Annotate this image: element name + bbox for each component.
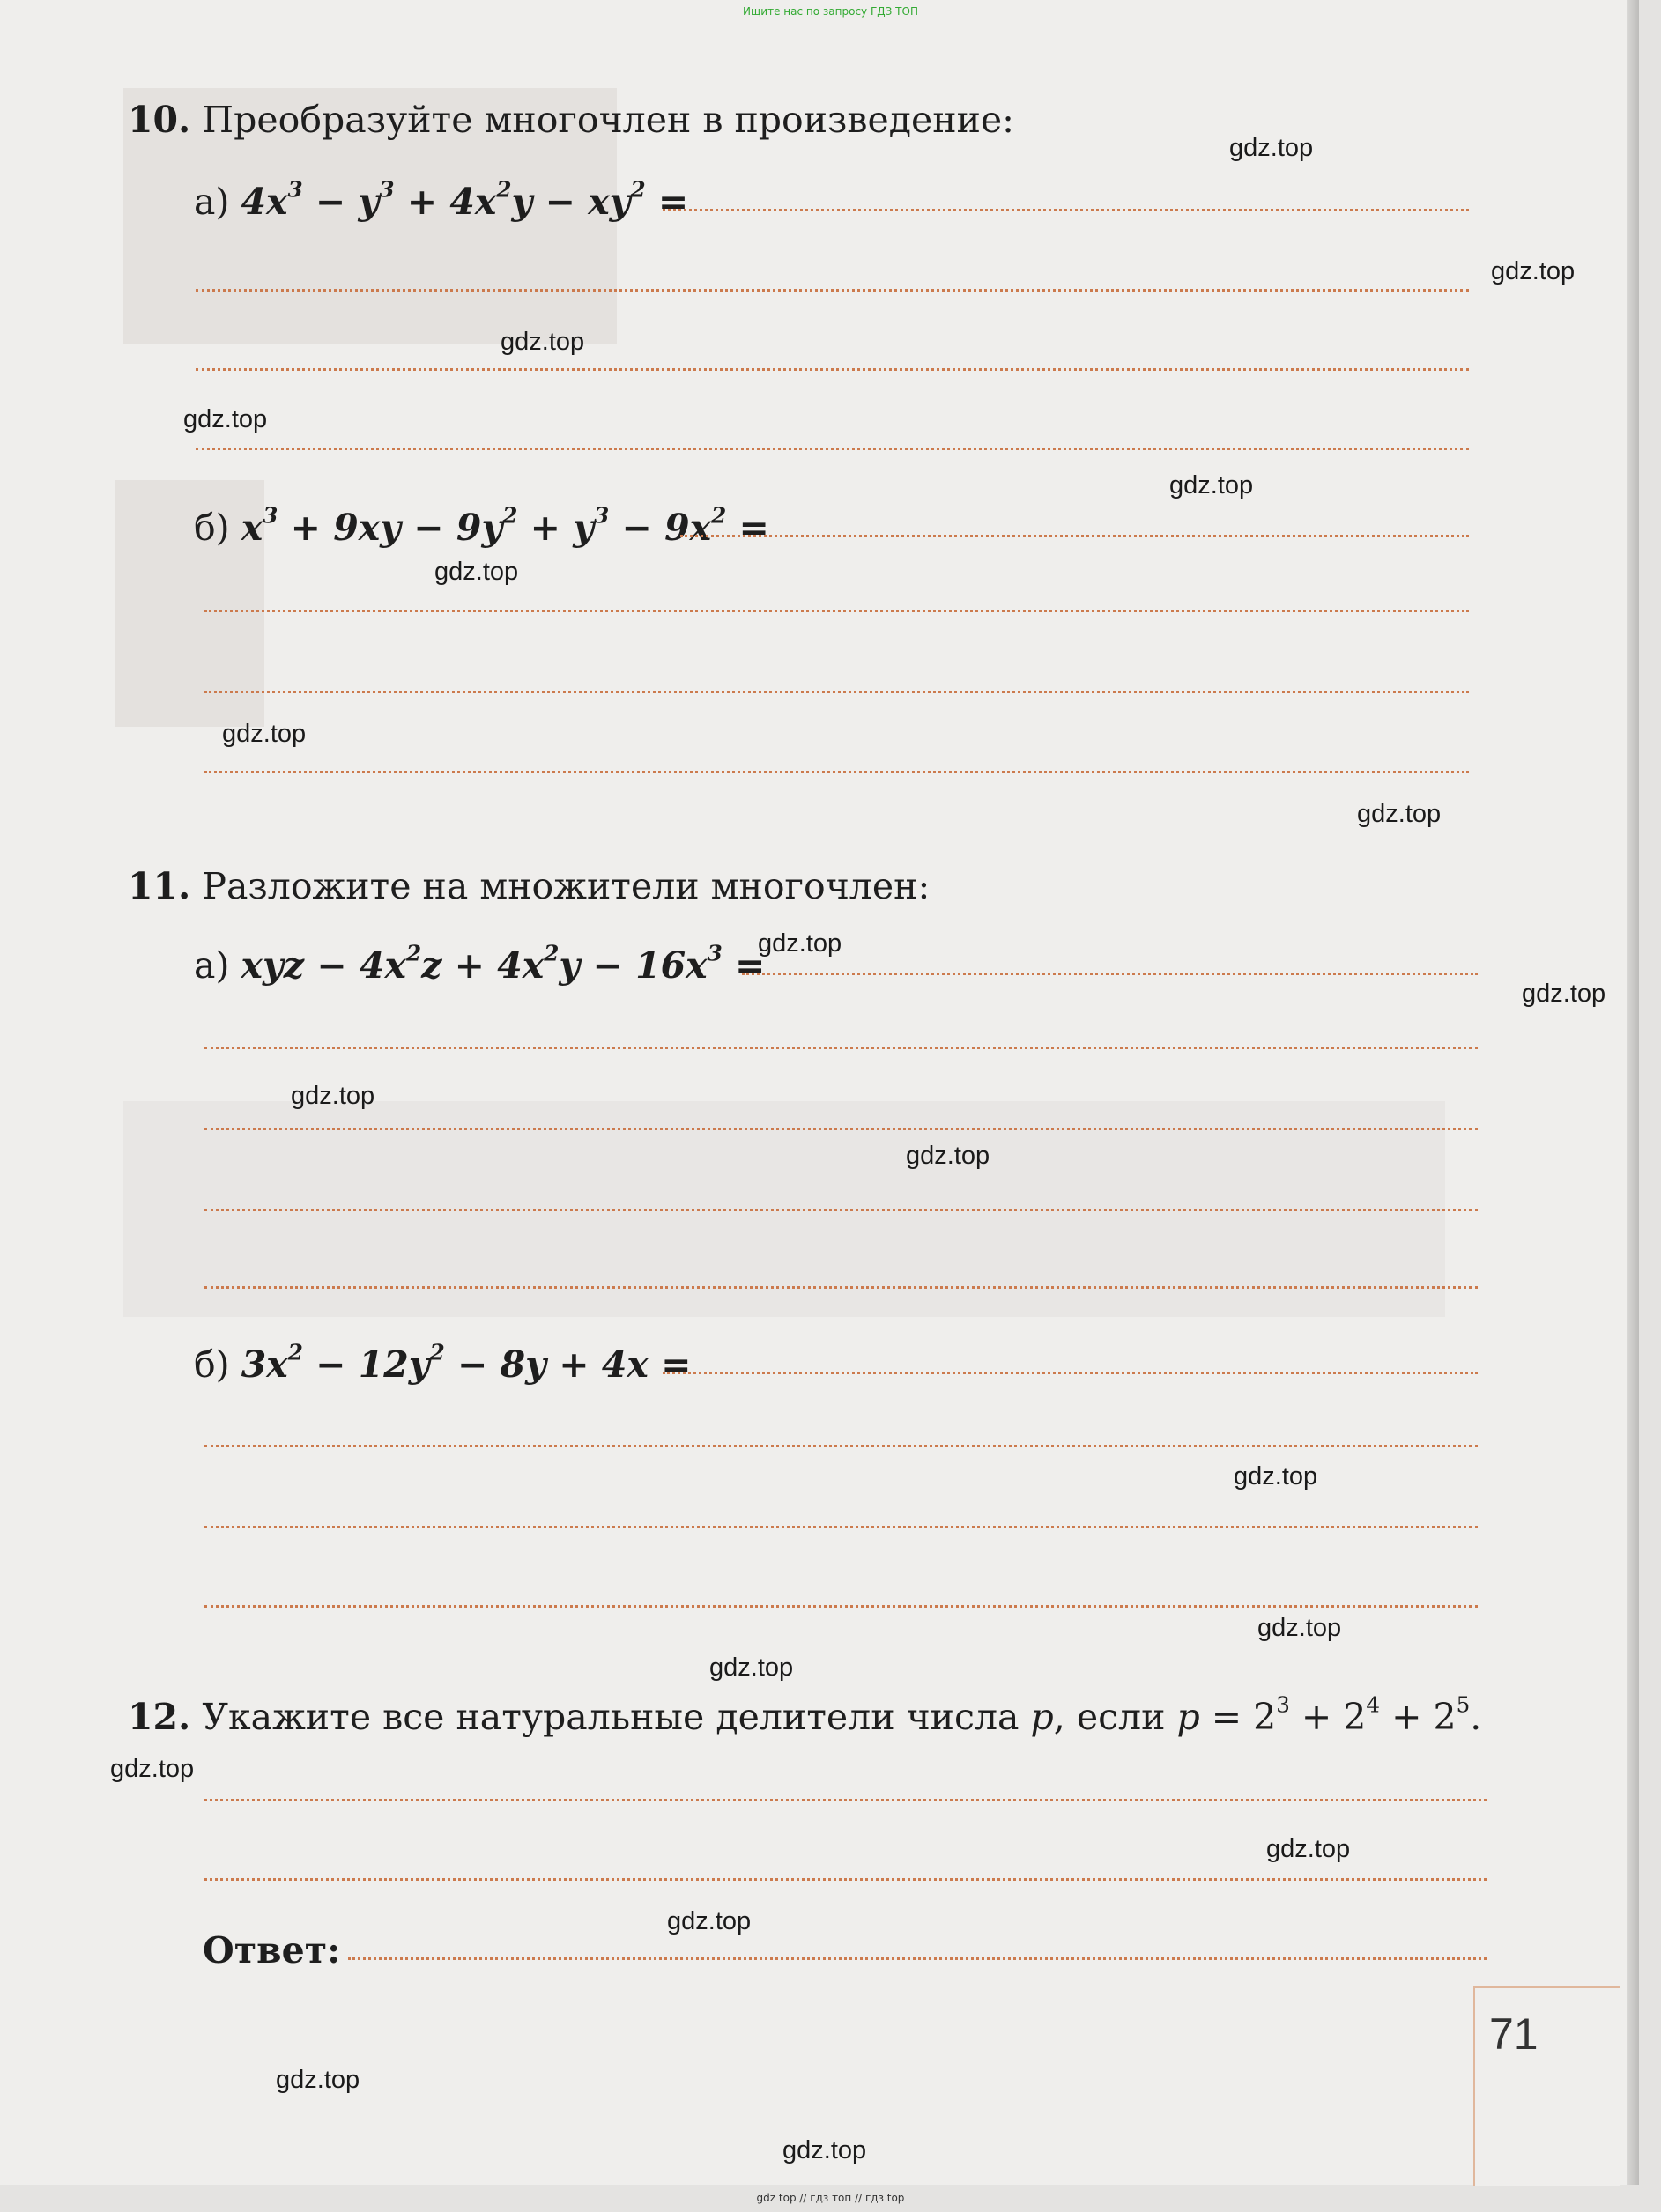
watermark: gdz.top	[434, 558, 519, 586]
watermark: gdz.top	[1229, 134, 1314, 162]
answer-line[interactable]	[204, 1878, 1487, 1881]
answer-line[interactable]	[742, 973, 1478, 975]
page-edge	[1627, 0, 1639, 2185]
answer-line[interactable]	[204, 1526, 1478, 1528]
answer-line[interactable]	[204, 771, 1469, 773]
watermark: gdz.top	[1234, 1462, 1318, 1491]
watermark: gdz.top	[1357, 800, 1442, 828]
task-10b-expression: $x^3 + 9xy - 9y^2 + y^3 - 9x^2$ =	[241, 502, 769, 549]
task-11-title	[128, 865, 930, 907]
answer-input-line[interactable]	[348, 1957, 1487, 1960]
footer-watermark: gdz top // гдз топ // гдз top	[756, 2192, 905, 2204]
task-11a-label: а)	[194, 944, 230, 987]
watermark: gdz.top	[782, 2136, 867, 2164]
task-10a	[194, 176, 689, 223]
page-number: 71	[1489, 2009, 1539, 2059]
answer-line[interactable]	[663, 1372, 1478, 1374]
watermark: gdz.top	[906, 1142, 990, 1170]
task-12-title	[128, 1691, 1482, 1738]
task-11-number: 11.	[128, 865, 191, 907]
task-11b	[194, 1339, 692, 1386]
watermark: gdz.top	[291, 1082, 375, 1110]
answer-line[interactable]	[680, 535, 1469, 537]
watermark: gdz.top	[709, 1653, 794, 1682]
watermark: gdz.top	[1522, 980, 1606, 1008]
answer-line[interactable]	[204, 610, 1469, 612]
task-11-text: Разложите на множители многочлен:	[202, 865, 931, 907]
task-11a	[194, 940, 766, 987]
answer-line[interactable]	[663, 209, 1469, 211]
task-12-number: 12.	[128, 1696, 191, 1738]
task-10a-expression: $4x^3 - y^3 + 4x^2y - xy^2$ =	[241, 176, 689, 223]
watermark: gdz.top	[758, 929, 842, 958]
answer-line[interactable]	[204, 1799, 1487, 1801]
task-12-text: Укажите все натуральные делители числа p, если $p = 2^3 + 2^4 + 2^5$.	[202, 1691, 1482, 1738]
answer-line[interactable]	[204, 1445, 1478, 1447]
watermark: gdz.top	[1257, 1614, 1342, 1642]
answer-line[interactable]	[204, 1128, 1478, 1130]
answer-line[interactable]	[196, 448, 1469, 450]
answer-label: Ответ:	[203, 1929, 341, 1972]
task-10-title	[128, 99, 1014, 141]
watermark: gdz.top	[183, 405, 268, 433]
watermark: gdz.top	[110, 1755, 195, 1783]
answer-line[interactable]	[196, 289, 1469, 292]
watermark: gdz.top	[501, 328, 585, 356]
answer-line[interactable]	[196, 368, 1469, 371]
task-11b-label: б)	[194, 1343, 230, 1386]
answer-line[interactable]	[204, 1047, 1478, 1049]
watermark: gdz.top	[1169, 471, 1254, 499]
task-11b-expression: $3x^2 - 12y^2 - 8y + 4x$ =	[241, 1339, 692, 1386]
task-10-number: 10.	[128, 99, 191, 141]
watermark: gdz.top	[1491, 257, 1576, 285]
watermark: gdz.top	[276, 2066, 360, 2094]
task-10a-label: а)	[194, 181, 230, 223]
answer-line[interactable]	[204, 1286, 1478, 1289]
task-10b-label: б)	[194, 507, 230, 549]
answer-line[interactable]	[204, 1605, 1478, 1608]
task-10-text: Преобразуйте многочлен в произведение:	[202, 99, 1014, 141]
task-11a-expression: xyz − $4x^2z + 4x^2y - 16x^3$ =	[241, 940, 766, 987]
watermark: gdz.top	[1266, 1835, 1351, 1863]
answer-line[interactable]	[204, 1209, 1478, 1211]
watermark: gdz.top	[667, 1907, 752, 1935]
answer-line[interactable]	[204, 691, 1469, 693]
watermark: gdz.top	[222, 720, 307, 748]
task-10b	[194, 502, 769, 549]
top-banner: Ищите нас по запросу ГДЗ ТОП	[743, 5, 918, 18]
